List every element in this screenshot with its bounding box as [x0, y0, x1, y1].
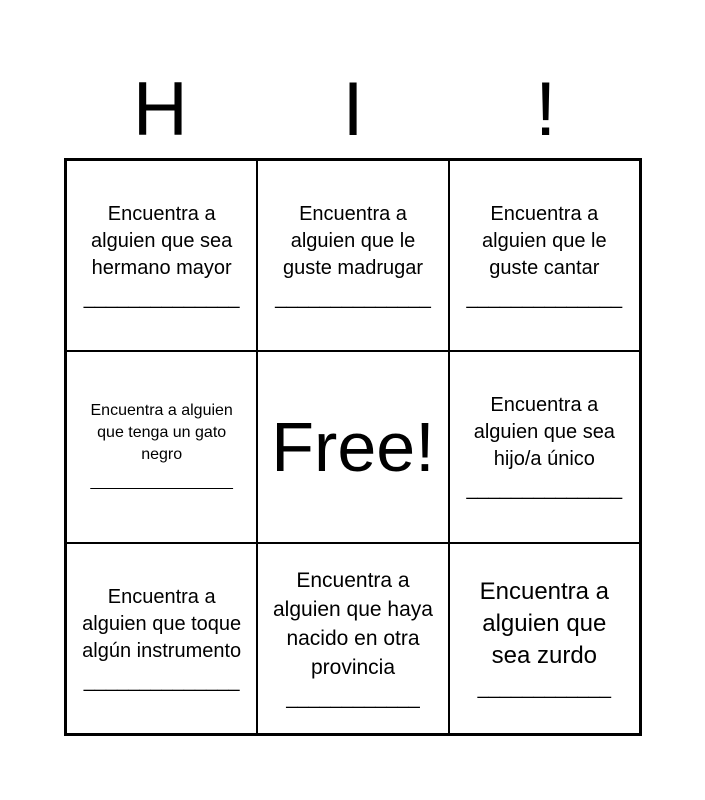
header-letter-3: !	[535, 67, 557, 152]
cell-answer-line: ______________	[83, 287, 240, 310]
bingo-cell-8[interactable]	[257, 543, 448, 734]
cell-answer-line: ______________	[275, 287, 431, 310]
cell-prompt: Encuentra a alguien que tenga un gato negro	[90, 401, 233, 463]
cell-answer-line: ____________	[477, 677, 612, 700]
bingo-cell-9[interactable]	[449, 543, 640, 734]
cell-answer-line: ________________	[90, 472, 233, 490]
cell-prompt: Encuentra a alguien que le guste madrugar	[282, 203, 424, 280]
cell-prompt: Encuentra a alguien que sea hermano mayor	[91, 203, 233, 280]
cell-prompt: Encuentra a alguien que le guste cantar	[482, 203, 607, 280]
cell-answer-line: ____________	[286, 687, 420, 710]
cell-prompt: Encuentra a alguien que sea hijo/a único	[473, 394, 615, 471]
bingo-header	[64, 62, 642, 158]
cell-answer-line: ______________	[83, 669, 240, 692]
bingo-cell-2[interactable]	[257, 160, 448, 351]
bingo-cell-7[interactable]	[66, 543, 257, 734]
header-letter-1: H	[132, 67, 188, 152]
cell-prompt: Encuentra a alguien que toque algún instrumento	[82, 585, 242, 662]
bingo-grid	[64, 158, 642, 736]
header-letter-2: I	[342, 67, 364, 152]
bingo-cell-6[interactable]	[449, 351, 640, 542]
cell-answer-line: ______________	[466, 478, 623, 501]
bingo-cell-3[interactable]	[449, 160, 640, 351]
cell-prompt: Encuentra a alguien que sea zurdo	[479, 578, 610, 670]
free-space-label: Free!	[271, 407, 435, 486]
bingo-cell-free[interactable]	[257, 351, 448, 542]
cell-answer-line: ______________	[466, 287, 623, 310]
bingo-cell-4[interactable]	[66, 351, 257, 542]
bingo-cell-1[interactable]	[66, 160, 257, 351]
cell-prompt: Encuentra a alguien que haya nacido en otra provincia	[273, 569, 433, 680]
